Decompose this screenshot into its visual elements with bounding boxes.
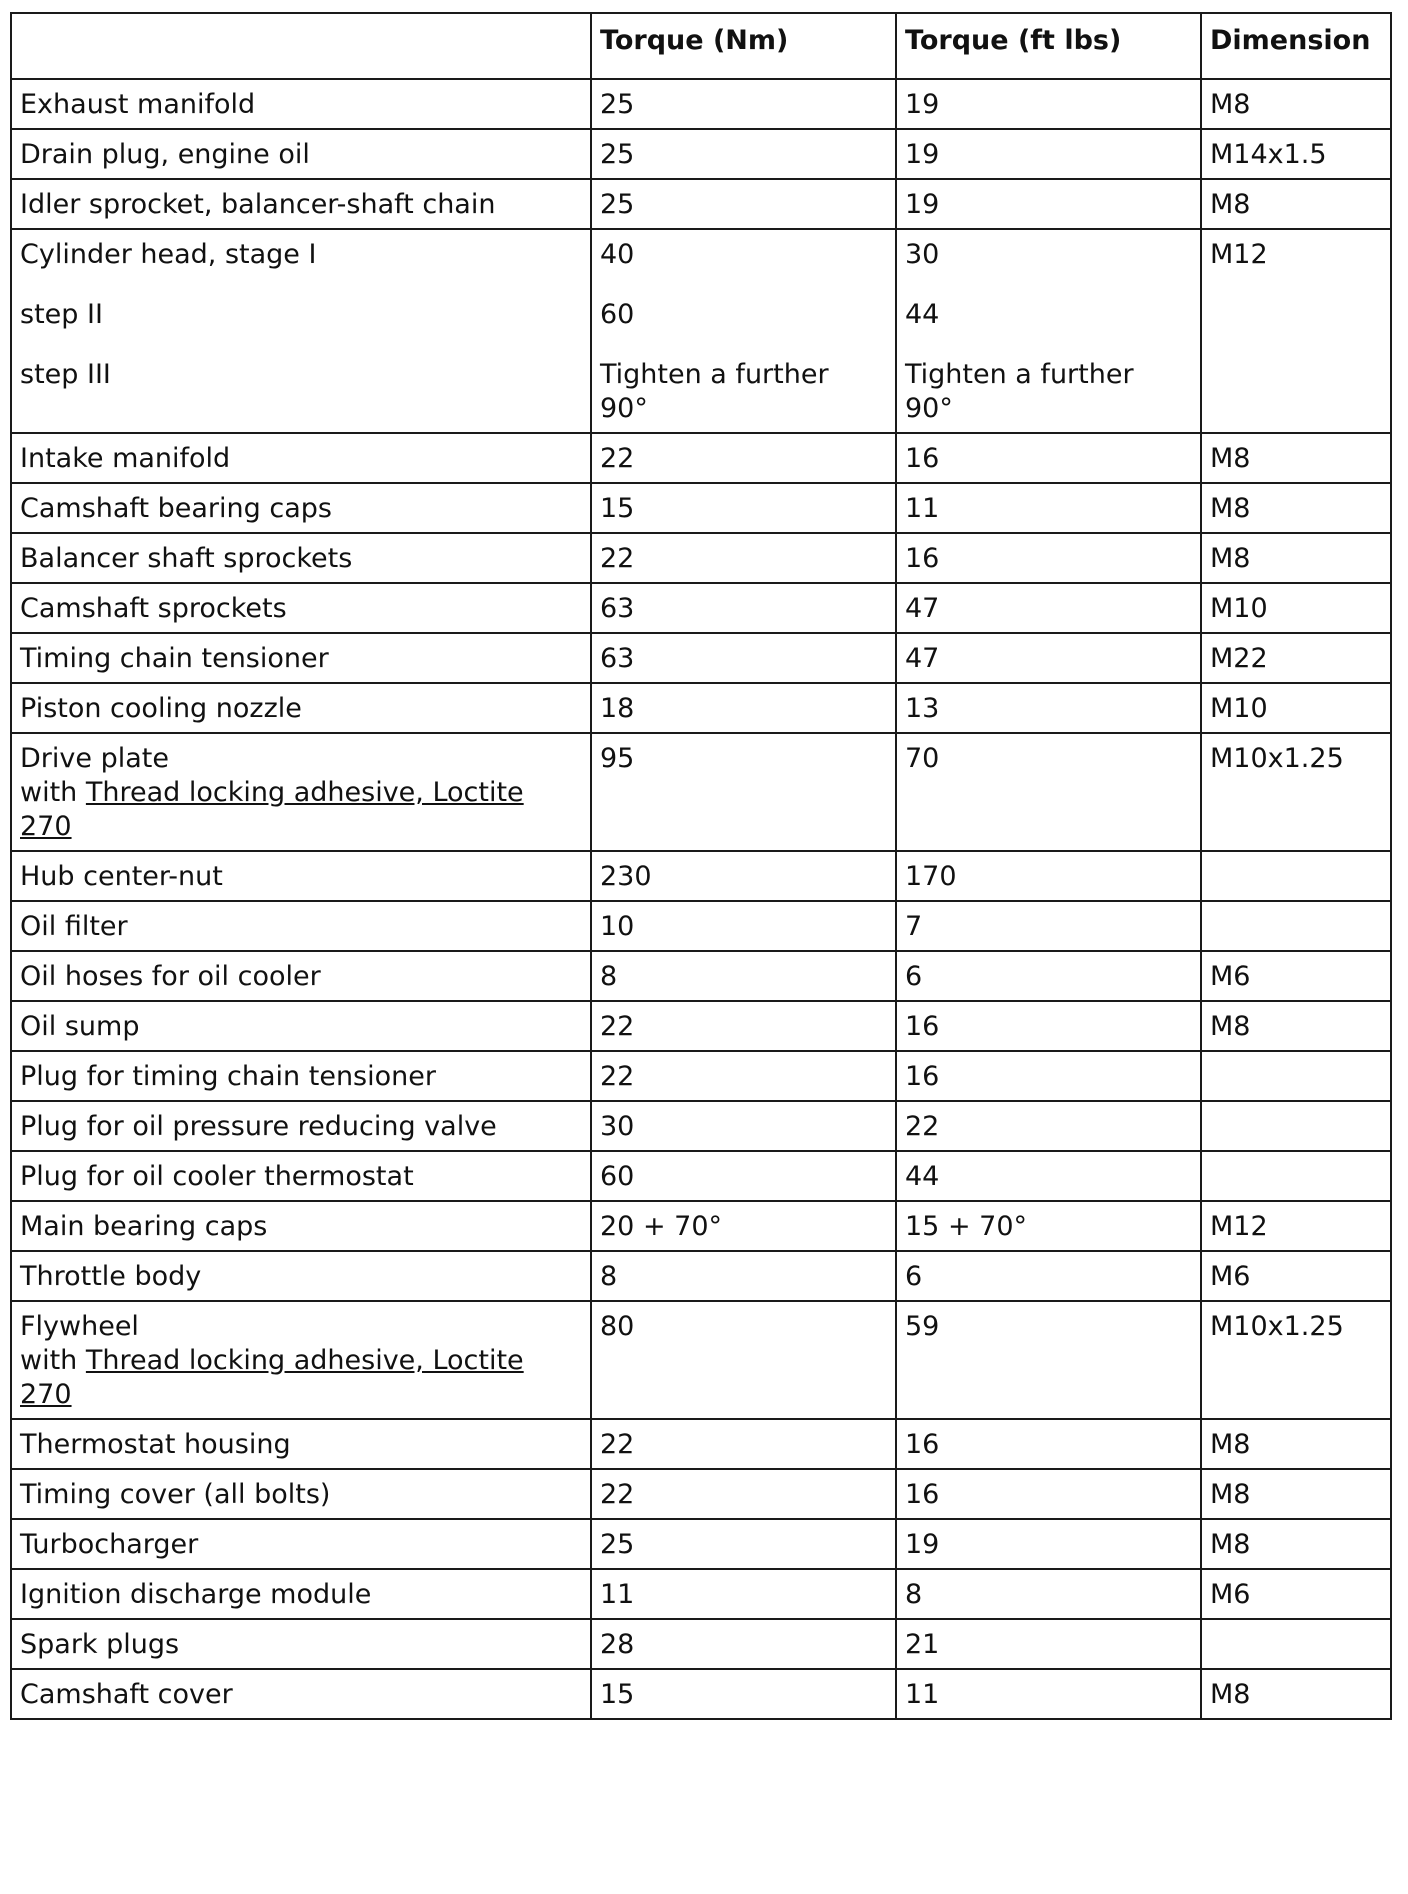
table-row	[11, 851, 1391, 901]
torque-ftlbs-cell: 11	[896, 1669, 1201, 1719]
table-row	[11, 1051, 1391, 1101]
torque-ftlbs-cell: 70	[896, 733, 1201, 851]
torque-value: 30	[905, 239, 940, 270]
table-row	[11, 1619, 1391, 1669]
dimension-cell	[1201, 1619, 1391, 1669]
component-cell	[11, 733, 591, 851]
torque-nm-cell: 60	[591, 1151, 896, 1201]
torque-ftlbs-cell: 16	[896, 433, 1201, 483]
component-cell: Piston cooling nozzle	[11, 683, 591, 733]
torque-ftlbs-cell: 8	[896, 1569, 1201, 1619]
dimension-cell: M10x1.25	[1201, 1301, 1391, 1419]
component-cell: Timing chain tensioner	[11, 633, 591, 683]
dimension-cell: M8	[1201, 79, 1391, 129]
torque-nm-cell: 22	[591, 533, 896, 583]
dimension-cell: M8	[1201, 1519, 1391, 1569]
torque-nm-cell: 8	[591, 951, 896, 1001]
dimension-cell: M8	[1201, 179, 1391, 229]
torque-nm-cell: 63	[591, 583, 896, 633]
component-cell: Plug for oil cooler thermostat	[11, 1151, 591, 1201]
dimension-cell: M8	[1201, 1419, 1391, 1469]
component-cell: Ignition discharge module	[11, 1569, 591, 1619]
dimension-cell: M8	[1201, 1469, 1391, 1519]
component-cell: Oil hoses for oil cooler	[11, 951, 591, 1001]
torque-nm-cell: 230	[591, 851, 896, 901]
component-step: step II	[20, 299, 103, 330]
torque-nm-cell: 63	[591, 633, 896, 683]
component-cell: Spark plugs	[11, 1619, 591, 1669]
dimension-cell: M12	[1201, 1201, 1391, 1251]
dimension-cell	[1201, 851, 1391, 901]
header-torque-ftlbs: Torque (ft lbs)	[896, 13, 1201, 79]
header-dimension: Dimension	[1201, 13, 1391, 79]
torque-nm-cell: 28	[591, 1619, 896, 1669]
component-cell: Balancer shaft sprockets	[11, 533, 591, 583]
table-row	[11, 951, 1391, 1001]
torque-value: 40	[600, 239, 635, 270]
dimension-cell: M14x1.5	[1201, 129, 1391, 179]
table-row	[11, 683, 1391, 733]
torque-ftlbs-cell: 170	[896, 851, 1201, 901]
torque-ftlbs-cell: 47	[896, 633, 1201, 683]
torque-value: Tighten a further 90°	[600, 359, 829, 424]
torque-nm-cell: 25	[591, 79, 896, 129]
table-row	[11, 433, 1391, 483]
torque-nm-cell: 22	[591, 1419, 896, 1469]
table-row	[11, 633, 1391, 683]
component-cell	[11, 1301, 591, 1419]
component-cell: Thermostat housing	[11, 1419, 591, 1469]
dimension-cell: M10x1.25	[1201, 733, 1391, 851]
dimension-cell: M8	[1201, 533, 1391, 583]
torque-nm-cell: 30	[591, 1101, 896, 1151]
dimension-cell: M6	[1201, 1569, 1391, 1619]
component-cell: Plug for timing chain tensioner	[11, 1051, 591, 1101]
torque-nm-cell: 80	[591, 1301, 896, 1419]
torque-spec-document	[10, 12, 1390, 1720]
adhesive-link[interactable]: Thread locking adhesive, Loctite 270	[20, 777, 524, 842]
torque-nm-cell: 22	[591, 1051, 896, 1101]
torque-ftlbs-cell: 16	[896, 1001, 1201, 1051]
table-row	[11, 1001, 1391, 1051]
table-row	[11, 1201, 1391, 1251]
torque-nm-cell: 22	[591, 433, 896, 483]
torque-ftlbs-cell: 16	[896, 533, 1201, 583]
torque-ftlbs-cell: 6	[896, 951, 1201, 1001]
torque-ftlbs-cell: 16	[896, 1469, 1201, 1519]
torque-value: Tighten a further 90°	[905, 359, 1134, 424]
component-cell: Idler sprocket, balancer-shaft chain	[11, 179, 591, 229]
dimension-cell: M8	[1201, 483, 1391, 533]
torque-ftlbs-cell: 22	[896, 1101, 1201, 1151]
torque-ftlbs-cell: 19	[896, 179, 1201, 229]
torque-nm-cell: 15	[591, 483, 896, 533]
dimension-cell: M10	[1201, 683, 1391, 733]
torque-nm-cell: 95	[591, 733, 896, 851]
header-component	[11, 13, 591, 79]
torque-ftlbs-cell: 16	[896, 1051, 1201, 1101]
torque-ftlbs-cell: 19	[896, 1519, 1201, 1569]
table-body	[11, 79, 1391, 1719]
dimension-cell: M10	[1201, 583, 1391, 633]
torque-ftlbs-cell: 21	[896, 1619, 1201, 1669]
component-cell	[11, 229, 591, 433]
adhesive-link[interactable]: Thread locking adhesive, Loctite 270	[20, 1345, 524, 1410]
torque-spec-table	[10, 12, 1392, 1720]
dimension-cell	[1201, 901, 1391, 951]
component-cell: Camshaft sprockets	[11, 583, 591, 633]
component-step: step III	[20, 359, 111, 390]
table-row	[11, 1569, 1391, 1619]
torque-nm-cell: 11	[591, 1569, 896, 1619]
table-row	[11, 1469, 1391, 1519]
component-cell: Throttle body	[11, 1251, 591, 1301]
dimension-cell: M6	[1201, 1251, 1391, 1301]
table-row	[11, 1669, 1391, 1719]
component-cell: Timing cover (all bolts)	[11, 1469, 591, 1519]
table-row	[11, 229, 1391, 433]
component-note-prefix: with	[20, 777, 78, 808]
torque-ftlbs-cell: 44	[896, 1151, 1201, 1201]
torque-nm-cell: 15	[591, 1669, 896, 1719]
torque-ftlbs-cell	[896, 229, 1201, 433]
torque-nm-cell: 20 + 70°	[591, 1201, 896, 1251]
component-name: Flywheel	[20, 1311, 139, 1342]
component-note-prefix: with	[20, 1345, 78, 1376]
torque-ftlbs-cell: 7	[896, 901, 1201, 951]
torque-nm-cell: 22	[591, 1001, 896, 1051]
torque-nm-cell	[591, 229, 896, 433]
component-cell: Oil sump	[11, 1001, 591, 1051]
torque-nm-cell: 8	[591, 1251, 896, 1301]
table-row	[11, 1301, 1391, 1419]
torque-ftlbs-cell: 13	[896, 683, 1201, 733]
torque-ftlbs-cell: 15 + 70°	[896, 1201, 1201, 1251]
table-row	[11, 733, 1391, 851]
table-row	[11, 1519, 1391, 1569]
component-name: Cylinder head, stage I	[20, 239, 317, 270]
component-cell: Hub center-nut	[11, 851, 591, 901]
table-row	[11, 129, 1391, 179]
torque-ftlbs-cell: 59	[896, 1301, 1201, 1419]
component-cell: Main bearing caps	[11, 1201, 591, 1251]
torque-nm-cell: 22	[591, 1469, 896, 1519]
component-cell: Drain plug, engine oil	[11, 129, 591, 179]
torque-ftlbs-cell: 6	[896, 1251, 1201, 1301]
component-cell: Intake manifold	[11, 433, 591, 483]
table-row	[11, 583, 1391, 633]
torque-ftlbs-cell: 16	[896, 1419, 1201, 1469]
dimension-cell: M22	[1201, 633, 1391, 683]
component-cell: Exhaust manifold	[11, 79, 591, 129]
torque-ftlbs-cell: 19	[896, 129, 1201, 179]
dimension-cell: M8	[1201, 433, 1391, 483]
dimension-cell	[1201, 1051, 1391, 1101]
torque-nm-cell: 25	[591, 129, 896, 179]
dimension-cell: M8	[1201, 1001, 1391, 1051]
table-row	[11, 1419, 1391, 1469]
dimension-cell	[1201, 1101, 1391, 1151]
torque-nm-cell: 10	[591, 901, 896, 951]
table-row	[11, 179, 1391, 229]
torque-ftlbs-cell: 11	[896, 483, 1201, 533]
table-row	[11, 79, 1391, 129]
component-cell: Camshaft cover	[11, 1669, 591, 1719]
dimension-cell: M6	[1201, 951, 1391, 1001]
dimension-cell: M8	[1201, 1669, 1391, 1719]
torque-ftlbs-cell: 19	[896, 79, 1201, 129]
table-row	[11, 901, 1391, 951]
component-cell: Turbocharger	[11, 1519, 591, 1569]
table-row	[11, 483, 1391, 533]
component-name: Drive plate	[20, 743, 169, 774]
header-torque-nm: Torque (Nm)	[591, 13, 896, 79]
table-row	[11, 1101, 1391, 1151]
component-cell: Plug for oil pressure reducing valve	[11, 1101, 591, 1151]
dimension-cell: M12	[1201, 229, 1391, 433]
torque-value: 60	[600, 299, 635, 330]
dimension-cell	[1201, 1151, 1391, 1201]
torque-ftlbs-cell: 47	[896, 583, 1201, 633]
torque-nm-cell: 25	[591, 179, 896, 229]
table-row	[11, 533, 1391, 583]
torque-nm-cell: 25	[591, 1519, 896, 1569]
table-row	[11, 1251, 1391, 1301]
torque-value: 44	[905, 299, 940, 330]
table-row	[11, 1151, 1391, 1201]
component-cell: Oil filter	[11, 901, 591, 951]
table-header-row	[11, 13, 1391, 79]
component-cell: Camshaft bearing caps	[11, 483, 591, 533]
torque-nm-cell: 18	[591, 683, 896, 733]
